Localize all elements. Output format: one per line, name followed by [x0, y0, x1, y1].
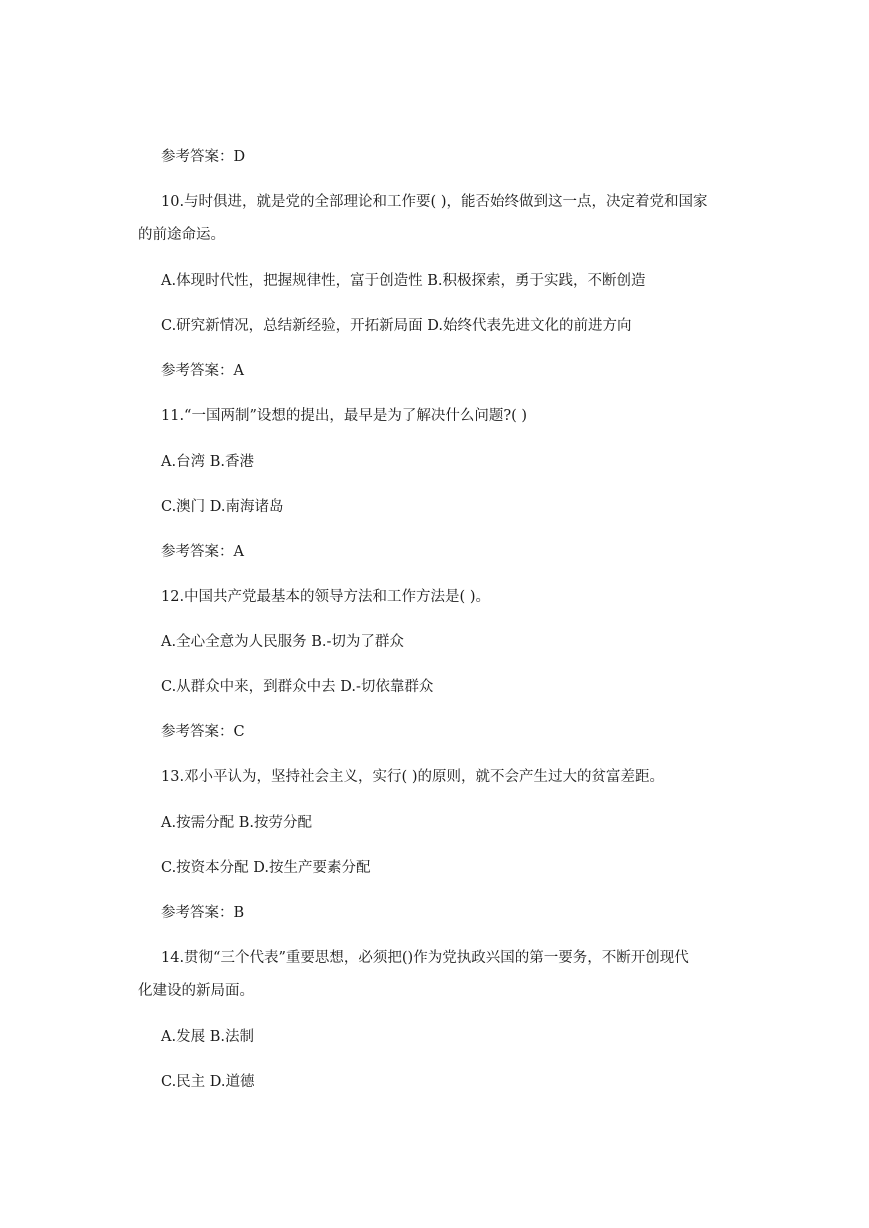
question-10-line-2: 的前途命运。	[138, 227, 225, 243]
question-14-line-2: 化建设的新局面。	[138, 983, 254, 999]
question-12: 12.中国共产党最基本的领导方法和工作方法是( )。	[161, 589, 490, 605]
answer-12: 参考答案：C	[161, 724, 245, 740]
question-10-options-cd: C.研究新情况，总结新经验，开拓新局面 D.始终代表先进文化的前进方向	[161, 318, 632, 334]
answer-11: 参考答案：A	[161, 544, 244, 560]
question-12-options-cd: C.从群众中来，到群众中去 D.-切依靠群众	[161, 679, 434, 695]
answer-9: 参考答案：D	[161, 149, 246, 165]
question-13-options-ab: A.按需分配 B.按劳分配	[161, 815, 312, 831]
answer-13: 参考答案：B	[161, 905, 245, 921]
question-13: 13.邓小平认为，坚持社会主义，实行( )的原则，就不会产生过大的贫富差距。	[161, 769, 664, 785]
question-10-options-ab: A.体现时代性，把握规律性，富于创造性 B.积极探索，勇于实践，不断创造	[161, 273, 646, 289]
question-14-options-cd: C.民主 D.道德	[161, 1074, 255, 1090]
question-12-options-ab: A.全心全意为人民服务 B.-切为了群众	[161, 634, 404, 650]
question-14-options-ab: A.发展 B.法制	[161, 1029, 254, 1045]
question-11-options-cd: C.澳门 D.南海诸岛	[161, 499, 284, 515]
question-11-options-ab: A.台湾 B.香港	[161, 454, 254, 470]
question-11: 11.“一国两制”设想的提出，最早是为了解决什么问题?( )	[161, 408, 528, 424]
question-10-line-1: 10.与时俱进，就是党的全部理论和工作要( )，能否始终做到这一点，决定着党和国家	[161, 194, 708, 210]
answer-10: 参考答案：A	[161, 363, 244, 379]
question-13-options-cd: C.按资本分配 D.按生产要素分配	[161, 860, 371, 876]
question-14-line-1: 14.贯彻“三个代表”重要思想，必须把()作为党执政兴国的第一要务，不断开创现代	[161, 950, 689, 966]
